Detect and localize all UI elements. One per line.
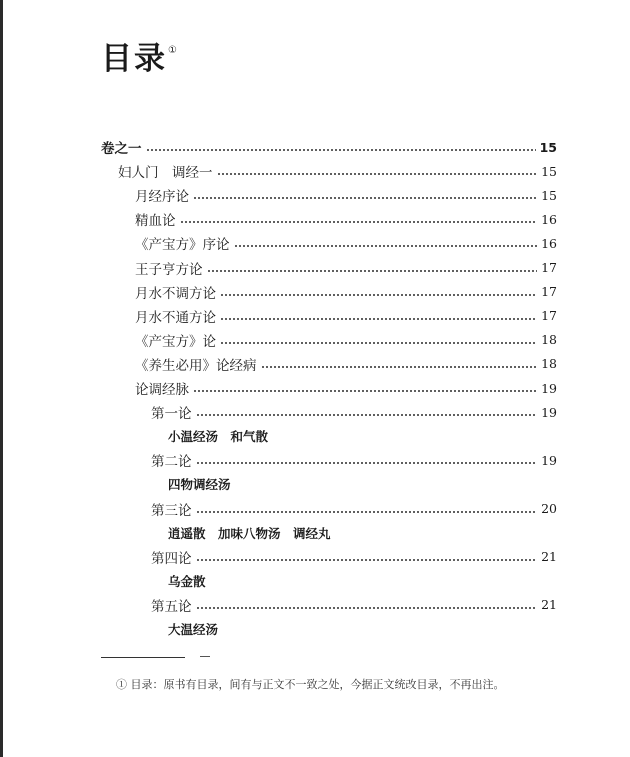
toc-entry[interactable] [151,595,557,615]
toc-page-number: 18 [541,356,557,372]
toc-formula-line [168,474,557,494]
title-text: 目录 [101,41,167,77]
toc-page-number: 15 [541,163,557,179]
toc-leader-dots [220,294,537,296]
toc-leader-dots [220,318,537,320]
toc-leader-dots [196,607,538,609]
page-left-edge [0,0,3,757]
toc-page-number: 17 [541,284,557,300]
toc-page-number: 15 [541,187,557,203]
toc-entry[interactable] [151,450,557,470]
toc-formula-line [168,523,557,543]
toc-entry[interactable] [135,282,557,302]
toc-entry-label: 第四论 [151,550,192,567]
title-footnote-marker: ① [168,45,179,56]
toc-entry[interactable] [151,547,557,567]
toc-entry[interactable] [151,402,557,422]
toc-entry[interactable] [135,306,557,326]
toc-leader-dots [220,342,537,344]
toc-page-number: 16 [541,235,557,251]
toc-entry-label: 月水不调方论 [135,285,216,302]
toc-leader-dots [193,390,537,392]
toc-leader-dots [261,366,538,368]
toc-entry[interactable] [101,137,557,157]
toc-formula-line [168,619,557,639]
toc-page-number: 19 [541,404,557,420]
toc-leader-dots [196,462,538,464]
toc-entry[interactable] [151,499,557,519]
toc-page-number: 18 [541,332,557,348]
page-title [101,41,179,77]
toc-entry-label: 月水不通方论 [135,309,216,326]
toc-entry-label: 大温经汤 [168,622,219,637]
toc-entry-label: 乌金散 [168,573,206,589]
toc-leader-dots [180,221,538,223]
toc-entry-label: 月经序论 [135,189,189,206]
toc-entry[interactable] [135,258,557,278]
toc-page-number: 21 [541,597,557,613]
footnote: ① 目录：原书有目录，间有与正文不一致之处，今据正文统改目录，不再出注。 [116,678,505,691]
toc-entry[interactable] [135,354,557,374]
toc-entry-label: 第二论 [151,454,192,471]
toc-entry-label: 第五论 [151,598,192,615]
toc-entry[interactable] [135,233,557,253]
toc-entry[interactable] [135,330,557,350]
toc-entry-label: 逍遥散 加味八物汤 调经丸 [168,525,331,541]
toc-entry[interactable] [135,209,557,229]
toc-entry-label: 四物调经汤 [168,477,231,493]
toc-entry-label: 卷之一 [101,141,142,157]
footnote-divider [101,657,185,658]
toc-entry[interactable] [135,378,557,398]
toc-page-number: 19 [541,380,557,396]
toc-leader-dots [217,173,538,175]
footnote-divider-dash [200,656,210,657]
toc-leader-dots [207,270,538,272]
toc-leader-dots [193,197,537,199]
toc-page-number: 21 [541,549,557,565]
toc-entry-label: 妇人门 调经一 [118,165,213,182]
toc-entry-label: 第一论 [151,406,192,423]
toc-leader-dots [146,149,536,151]
toc-page-number: 15 [539,139,557,155]
toc-leader-dots [196,511,538,513]
toc-page-number: 19 [541,452,557,468]
toc-leader-dots [234,245,538,247]
toc-entry-label: 小温经汤 和气散 [168,429,269,445]
toc-page-number: 17 [541,308,557,324]
toc-page-number: 20 [541,501,557,516]
toc-entry-label: 《产宝方》论 [135,333,216,350]
toc-page-number: 16 [541,211,557,227]
toc-entry-label: 《养生必用》论经病 [135,357,257,374]
toc-entry[interactable] [118,161,557,181]
toc-page-number: 17 [541,260,557,275]
toc-entry-label: 王子亨方论 [135,261,203,278]
toc-entry-label: 第三论 [151,502,192,519]
toc-formula-line [168,426,557,446]
toc-entry[interactable] [135,185,557,205]
toc-entry-label: 论调经脉 [135,382,189,398]
toc-entry-label: 精血论 [135,213,176,230]
toc-leader-dots [196,559,538,561]
toc-leader-dots [196,414,538,416]
toc-formula-line [168,571,557,591]
toc-entry-label: 《产宝方》序论 [135,237,230,254]
